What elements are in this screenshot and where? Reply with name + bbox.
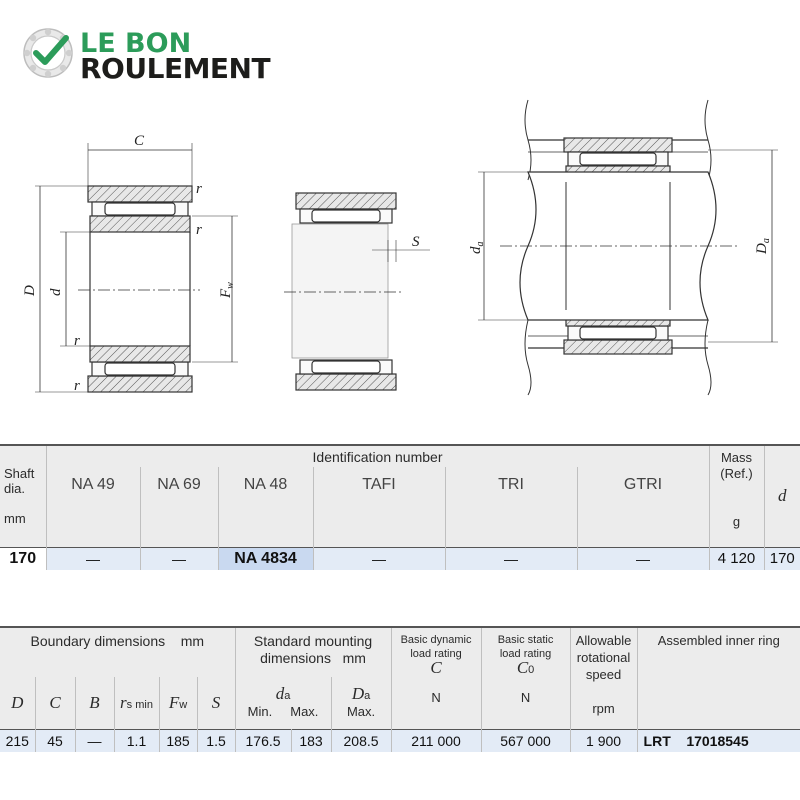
speed-value: 1 900: [570, 729, 637, 752]
label-Da: $D_a$: [754, 238, 772, 254]
sym-r: rs min: [114, 677, 159, 729]
sym-Da: Da Max.: [331, 677, 391, 729]
identification-number-header: Identification number: [46, 445, 709, 467]
drawing-mounting: [478, 100, 778, 395]
label-S: S: [412, 234, 420, 250]
Da-max-value: 208.5: [331, 729, 391, 752]
sym-D: D: [0, 677, 35, 729]
shaft-dia-header: Shaft dia. mm: [0, 445, 46, 547]
label-C: C: [134, 133, 145, 149]
B-value: —: [75, 729, 114, 752]
inner-ring-value: LRT 17018545: [637, 729, 800, 752]
label-r-4: r: [74, 378, 80, 394]
Fw-value: 185: [159, 729, 197, 752]
mounting-dimensions-header: Standard mounting dimensions mm: [235, 627, 391, 677]
col-na49: NA 49: [46, 467, 140, 503]
gtri-value: —: [577, 547, 709, 570]
col-tafi: TAFI: [313, 467, 445, 503]
label-d: d: [48, 288, 64, 296]
logo-line-2: ROULEMENT: [80, 52, 271, 85]
d-header: d: [764, 445, 800, 547]
tri-value: —: [445, 547, 577, 570]
identification-table: [0, 444, 800, 570]
dimensions-row: [0, 729, 800, 752]
col-na48: NA 48: [218, 467, 313, 503]
mass-header: Mass (Ref.) g: [709, 445, 764, 547]
speed-header: Allowable rotational speed rpm: [570, 627, 637, 729]
C-value: 45: [35, 729, 75, 752]
r-value: 1.1: [114, 729, 159, 752]
drawing-bearing-without-inner-ring: [284, 193, 430, 390]
S-value: 1.5: [197, 729, 235, 752]
sym-S: S: [197, 677, 235, 729]
bearing-drawings: [0, 90, 800, 440]
sym-Fw: Fw: [159, 677, 197, 729]
tafi-value: —: [313, 547, 445, 570]
da-min-value: 176.5: [235, 729, 291, 752]
da-max-value: 183: [291, 729, 331, 752]
na48-value: NA 4834: [218, 547, 313, 570]
d-value: 170: [764, 547, 800, 570]
boundary-dimensions-header: Boundary dimensions mm: [0, 627, 235, 677]
na49-value: —: [46, 547, 140, 570]
col-gtri: GTRI: [577, 467, 709, 503]
brand-logo: [22, 26, 312, 86]
sym-B: B: [75, 677, 114, 729]
label-D: D: [22, 285, 38, 296]
label-r-1: r: [196, 181, 202, 197]
dimensions-table: [0, 626, 800, 752]
col-na69: NA 69: [140, 467, 218, 503]
label-da: $d_a$: [468, 241, 486, 254]
bearing-logo-icon: [22, 26, 76, 80]
D-value: 215: [0, 729, 35, 752]
drawing-bearing-with-inner-ring: [35, 143, 238, 392]
static-load-header: Basic static load rating C0 N: [481, 627, 570, 729]
dynamic-load-value: 211 000: [391, 729, 481, 752]
dynamic-load-header: Basic dynamic load rating C N: [391, 627, 481, 729]
sym-da: da Min. Max.: [235, 677, 331, 729]
shaft-value: 170: [0, 547, 46, 570]
static-load-value: 567 000: [481, 729, 570, 752]
assembled-inner-ring-header: Assembled inner ring: [637, 627, 800, 729]
sym-C: C: [35, 677, 75, 729]
na69-value: —: [140, 547, 218, 570]
mass-value: 4 120: [709, 547, 764, 570]
label-r-2: r: [196, 222, 202, 238]
identification-row: [0, 547, 800, 570]
label-Fw: $F_w$: [218, 282, 236, 298]
label-r-3: r: [74, 333, 80, 349]
col-tri: TRI: [445, 467, 577, 503]
logo-line-1: LE BON: [80, 28, 192, 59]
